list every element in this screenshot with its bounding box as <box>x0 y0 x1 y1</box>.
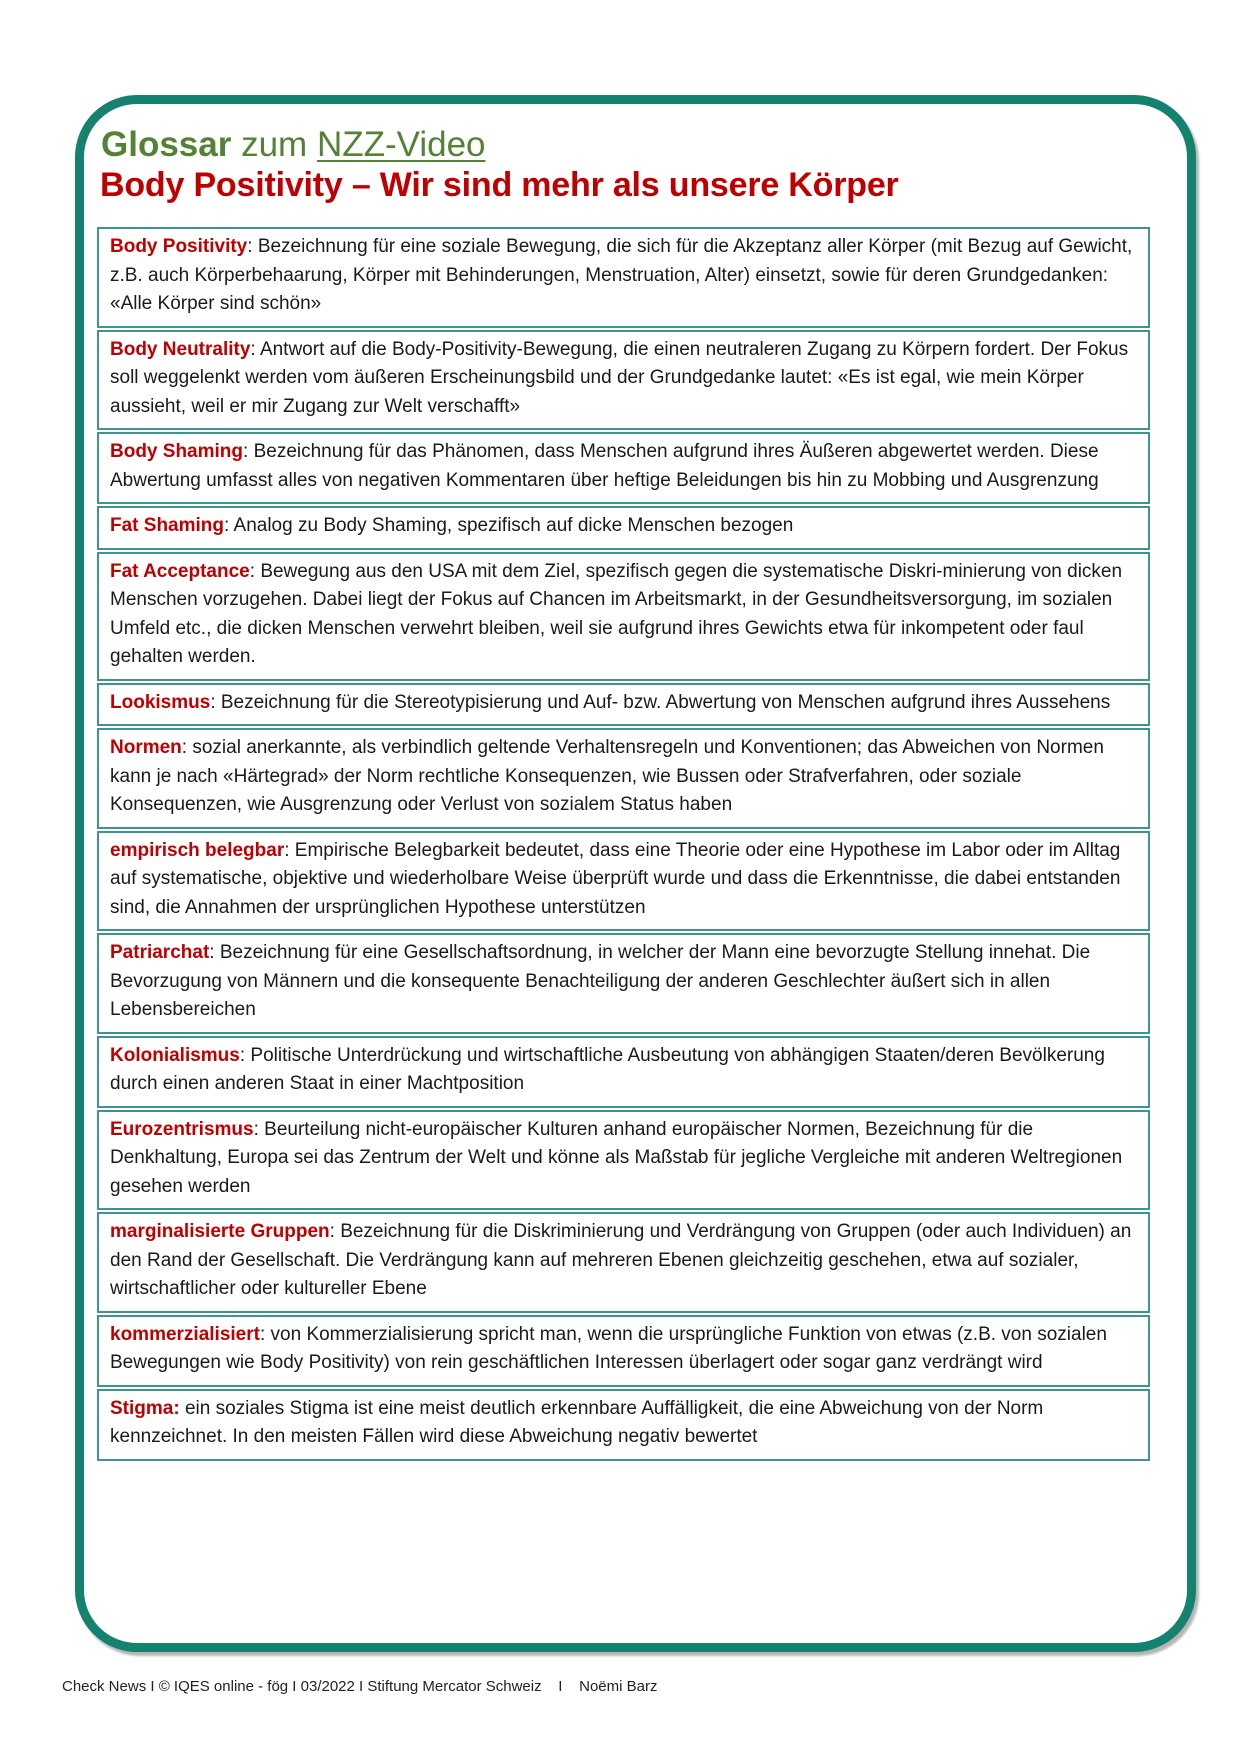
glossary-separator: : <box>181 737 193 758</box>
glossary-definition: Bezeichnung für die Diskriminierung und Verdrängung von Gruppen (oder auch Individuen) an den Rand der Gesellschaft. Die Verdrängung kann auf mehreren Ebenen gleichzeitig geschehen, etwa auf sozialer, wirtschaftlicher oder kultureller Ebene <box>110 1221 1132 1299</box>
glossary-separator: : <box>243 441 254 462</box>
glossary-definition: Politische Unterdrückung und wirtschaftliche Ausbeutung von abhängigen Staaten/deren Bevölkerung durch einen anderen Staat in einer Machtposition <box>110 1044 1105 1094</box>
glossary-row <box>97 1110 1150 1211</box>
glossary-term: Patriarchat <box>110 942 210 963</box>
glossary-separator: : <box>253 1118 265 1140</box>
glossary-term: marginalisierte Gruppen <box>110 1221 330 1242</box>
title-word-zum: zum <box>231 125 317 164</box>
glossary-row <box>97 1212 1150 1313</box>
nzz-video-link[interactable]: NZZ-Video <box>316 125 486 164</box>
glossary-row <box>97 330 1150 431</box>
glossary-separator: : <box>247 236 258 257</box>
glossary-term: Fat Shaming <box>110 515 225 536</box>
glossary-row <box>97 831 1150 932</box>
glossary-term: empirisch belegbar <box>110 839 285 861</box>
glossary-row <box>97 933 1150 1034</box>
glossary-term: Eurozentrismus <box>110 1118 254 1140</box>
glossary-separator: : <box>249 560 261 582</box>
glossary-row <box>97 728 1150 829</box>
glossary-row <box>97 683 1150 727</box>
glossary-term: Normen <box>110 737 182 758</box>
glossary-definition: Bezeichnung für eine Gesellschaftsordnung, in welcher der Mann eine bevorzugte Stellung innehat. Die Bevorzugung von Männern und die konsequente Benachteiligung der anderen Geschlechter äußert sich in allen Lebensbereichen <box>110 942 1091 1020</box>
footer-credit: Check News I © IQES online - fög I 03/2022 I Stiftung Mercator Schweiz I Noëmi Barz <box>62 1678 658 1695</box>
glossary-term: Kolonialismus <box>110 1044 240 1066</box>
glossary-term: Lookismus <box>110 691 211 713</box>
glossary-separator: : <box>329 1221 341 1242</box>
glossary-table <box>97 227 1150 1463</box>
glossary-row <box>97 552 1150 681</box>
glossary-definition: Empirische Belegbarkeit bedeutet, dass eine Theorie oder eine Hypothese im Labor oder im Alltag auf systematische, objektive und wiederholbare Weise überprüft wurde und dass die Erkenntnisse, die dabei entstanden sind, die Annahmen der ursprünglichen Hypothese unterstützen <box>110 839 1121 918</box>
glossary-separator: : <box>259 1323 271 1345</box>
glossary-separator: : <box>250 338 260 360</box>
glossary-definition: Bezeichnung für das Phänomen, dass Menschen aufgrund ihres Äußeren abgewertet werden. Diese Abwertung umfasst alles von negativen Kommentaren über heftige Beleidungen bis hin zu Mobbing und Ausgrenzung <box>110 441 1099 491</box>
glossary-definition: Bezeichnung für die Stereotypisierung und Auf- bzw. Abwertung von Menschen aufgrund ihres Aussehens <box>220 691 1111 713</box>
glossary-term: Body Shaming <box>110 441 244 462</box>
glossary-separator: : <box>284 839 295 861</box>
glossary-term: kommerzialisiert <box>110 1323 260 1345</box>
glossary-row <box>97 1389 1150 1461</box>
glossary-term: Fat Acceptance <box>110 560 250 582</box>
glossary-separator: : <box>224 515 234 536</box>
glossary-row <box>97 432 1150 504</box>
glossary-row <box>97 1036 1150 1108</box>
glossary-definition: Bewegung aus den USA mit dem Ziel, spezifisch gegen die systematische Diskri-minierung von dicken Menschen vorzugehen. Dabei liegt der Fokus auf Chancen im Arbeitsmarkt, in der Gesundheitsversorgung, im sozialen Umfeld etc., die dicken Menschen verwehrt bleiben, weil sie aufgrund ihres Gewichts etwa für inkompetent oder faul gehalten werden. <box>110 560 1123 667</box>
glossary-separator: : <box>209 942 220 963</box>
glossary-row <box>97 506 1150 550</box>
glossary-separator: : <box>239 1044 251 1066</box>
glossary-definition: ein soziales Stigma ist eine meist deutlich erkennbare Auffälligkeit, die eine Abweichung von der Norm kennzeichnet. In den meisten Fällen wird diese Abweichung negativ bewertet <box>110 1397 1044 1447</box>
title-word-glossar: Glossar <box>101 125 232 164</box>
glossary-row <box>97 227 1150 328</box>
glossary-definition: Bezeichnung für eine soziale Bewegung, die sich für die Akzeptanz aller Körper (mit Bezug auf Gewicht, z.B. auch Körperbehaarung, Körper mit Behinderungen, Menstruation, Alter) einsetzt, sowie für deren Grundgedanken: «Alle Körper sind schön» <box>110 236 1133 314</box>
page-title <box>101 124 486 166</box>
glossary-term: Body Positivity <box>110 236 248 257</box>
glossary-definition: Analog zu Body Shaming, spezifisch auf dicke Menschen bezogen <box>233 515 794 536</box>
glossary-row <box>97 1315 1150 1387</box>
glossary-term: Stigma: <box>110 1397 180 1419</box>
glossary-definition: Antwort auf die Body-Positivity-Bewegung, die einen neutraleren Zugang zu Körpern fordert. Der Fokus soll weggelenkt werden vom äußeren Erscheinungsbild und der Grundgedanke lautet: «Es ist egal, wie mein Körper aussieht, weil er mir Zugang zur Welt verschafft» <box>110 338 1129 417</box>
glossary-term: Body Neutrality <box>110 338 251 360</box>
glossary-separator: : <box>210 691 221 713</box>
glossary-definition: Beurteilung nicht-europäischer Kulturen anhand europäischer Normen, Bezeichnung für die Denkhaltung, Europa sei das Zentrum der Welt und könne als Maßstab für jegliche Vergleiche mit anderen Weltregionen gesehen werden <box>110 1118 1123 1197</box>
glossary-definition: sozial anerkannte, als verbindlich geltende Verhaltensregeln und Konventionen; das Abweichen von Normen kann je nach «Härtegrad» der Norm rechtliche Konsequenzen, wie Bussen oder Strafverfahren, oder soziale Konsequenzen, wie Ausgrenzung oder Verlust von sozialem Status haben <box>110 737 1104 815</box>
page-subtitle: Body Positivity – Wir sind mehr als unsere Körper <box>100 166 899 204</box>
glossary-definition: von Kommerzialisierung spricht man, wenn die ursprüngliche Funktion von etwas (z.B. von sozialen Bewegungen wie Body Positivity) von rein geschäftlichen Interessen überlagert oder sogar ganz verdrängt wird <box>110 1323 1107 1373</box>
